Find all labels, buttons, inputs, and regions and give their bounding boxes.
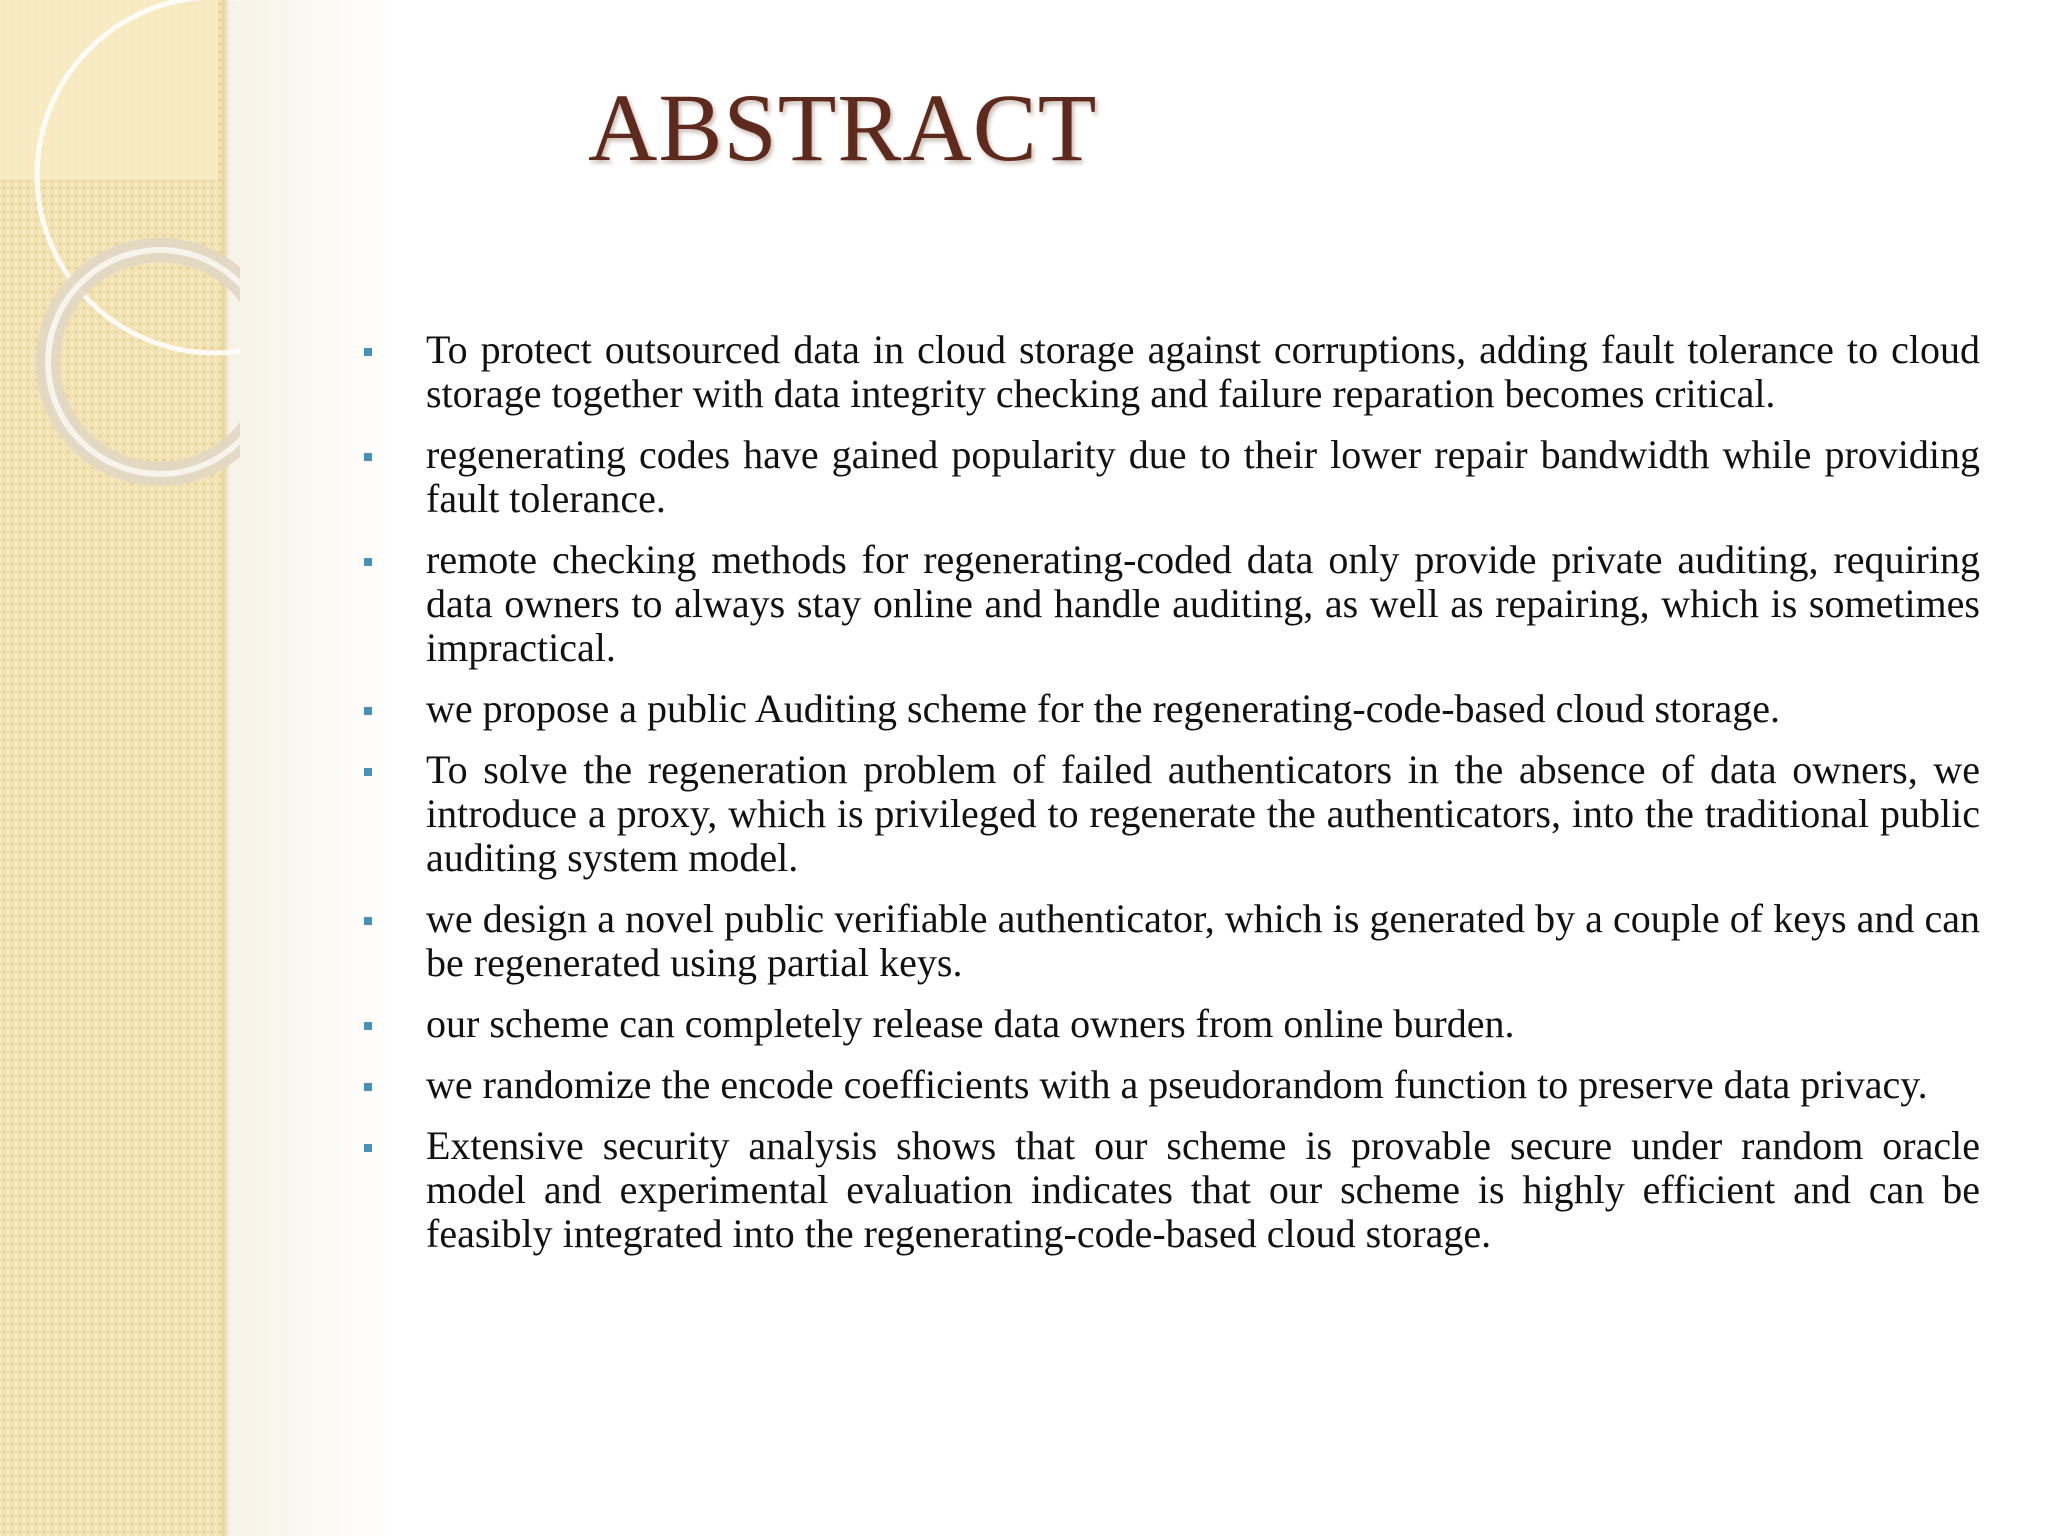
- bullet-text: our scheme can completely release data owners from online burden.: [426, 1001, 1515, 1046]
- slide-title: ABSTRACT: [588, 74, 1098, 181]
- bullet-marker-icon: [364, 768, 372, 776]
- bullet-text: we randomize the encode coefficients with a pseudorandom function to preserve data privacy.: [426, 1062, 1928, 1107]
- bullet-marker-icon: [364, 1144, 372, 1152]
- bullet-text: remote checking methods for regenerating-coded data only provide private auditing, requiring data owners to always stay online and handle auditing, as well as repairing, which is sometimes impractical.: [426, 537, 1980, 670]
- bullet-item: [360, 433, 1980, 521]
- bullet-item: [360, 897, 1980, 985]
- bullet-text: regenerating codes have gained popularity due to their lower repair bandwidth while providing fault tolerance.: [426, 432, 1980, 521]
- bullet-marker-icon: [364, 348, 372, 356]
- bullet-text: To protect outsourced data in cloud storage against corruptions, adding fault tolerance to cloud storage together with data integrity checking and failure reparation becomes critical.: [426, 327, 1980, 416]
- bullet-item: [360, 687, 1980, 731]
- bullet-list: [360, 328, 1980, 1273]
- bullet-item: [360, 328, 1980, 416]
- bullet-marker-icon: [364, 707, 372, 715]
- bullet-item: [360, 538, 1980, 670]
- bullet-marker-icon: [364, 453, 372, 461]
- bullet-text: we propose a public Auditing scheme for the regenerating-code-based cloud storage.: [426, 686, 1780, 731]
- bullet-item: [360, 1002, 1980, 1046]
- bullet-marker-icon: [364, 1083, 372, 1091]
- bullet-text: we design a novel public verifiable authenticator, which is generated by a couple of keys and can be regenerated using partial keys.: [426, 896, 1980, 985]
- bullet-item: [360, 1124, 1980, 1256]
- bullet-text: Extensive security analysis shows that our scheme is provable secure under random oracle model and experimental evaluation indicates that our scheme is highly efficient and can be feasibly integrated into the regenerating-code-based cloud storage.: [426, 1123, 1980, 1256]
- decorative-ring-highlight: [48, 250, 240, 474]
- bullet-item: [360, 1063, 1980, 1107]
- bullet-marker-icon: [364, 558, 372, 566]
- decorative-rings: [0, 0, 240, 520]
- bullet-marker-icon: [364, 917, 372, 925]
- bullet-marker-icon: [364, 1022, 372, 1030]
- bullet-item: [360, 748, 1980, 880]
- bullet-text: To solve the regeneration problem of failed authenticators in the absence of data owners, we introduce a proxy, which is privileged to regenerate the authenticators, into the traditional public auditing system model.: [426, 747, 1980, 880]
